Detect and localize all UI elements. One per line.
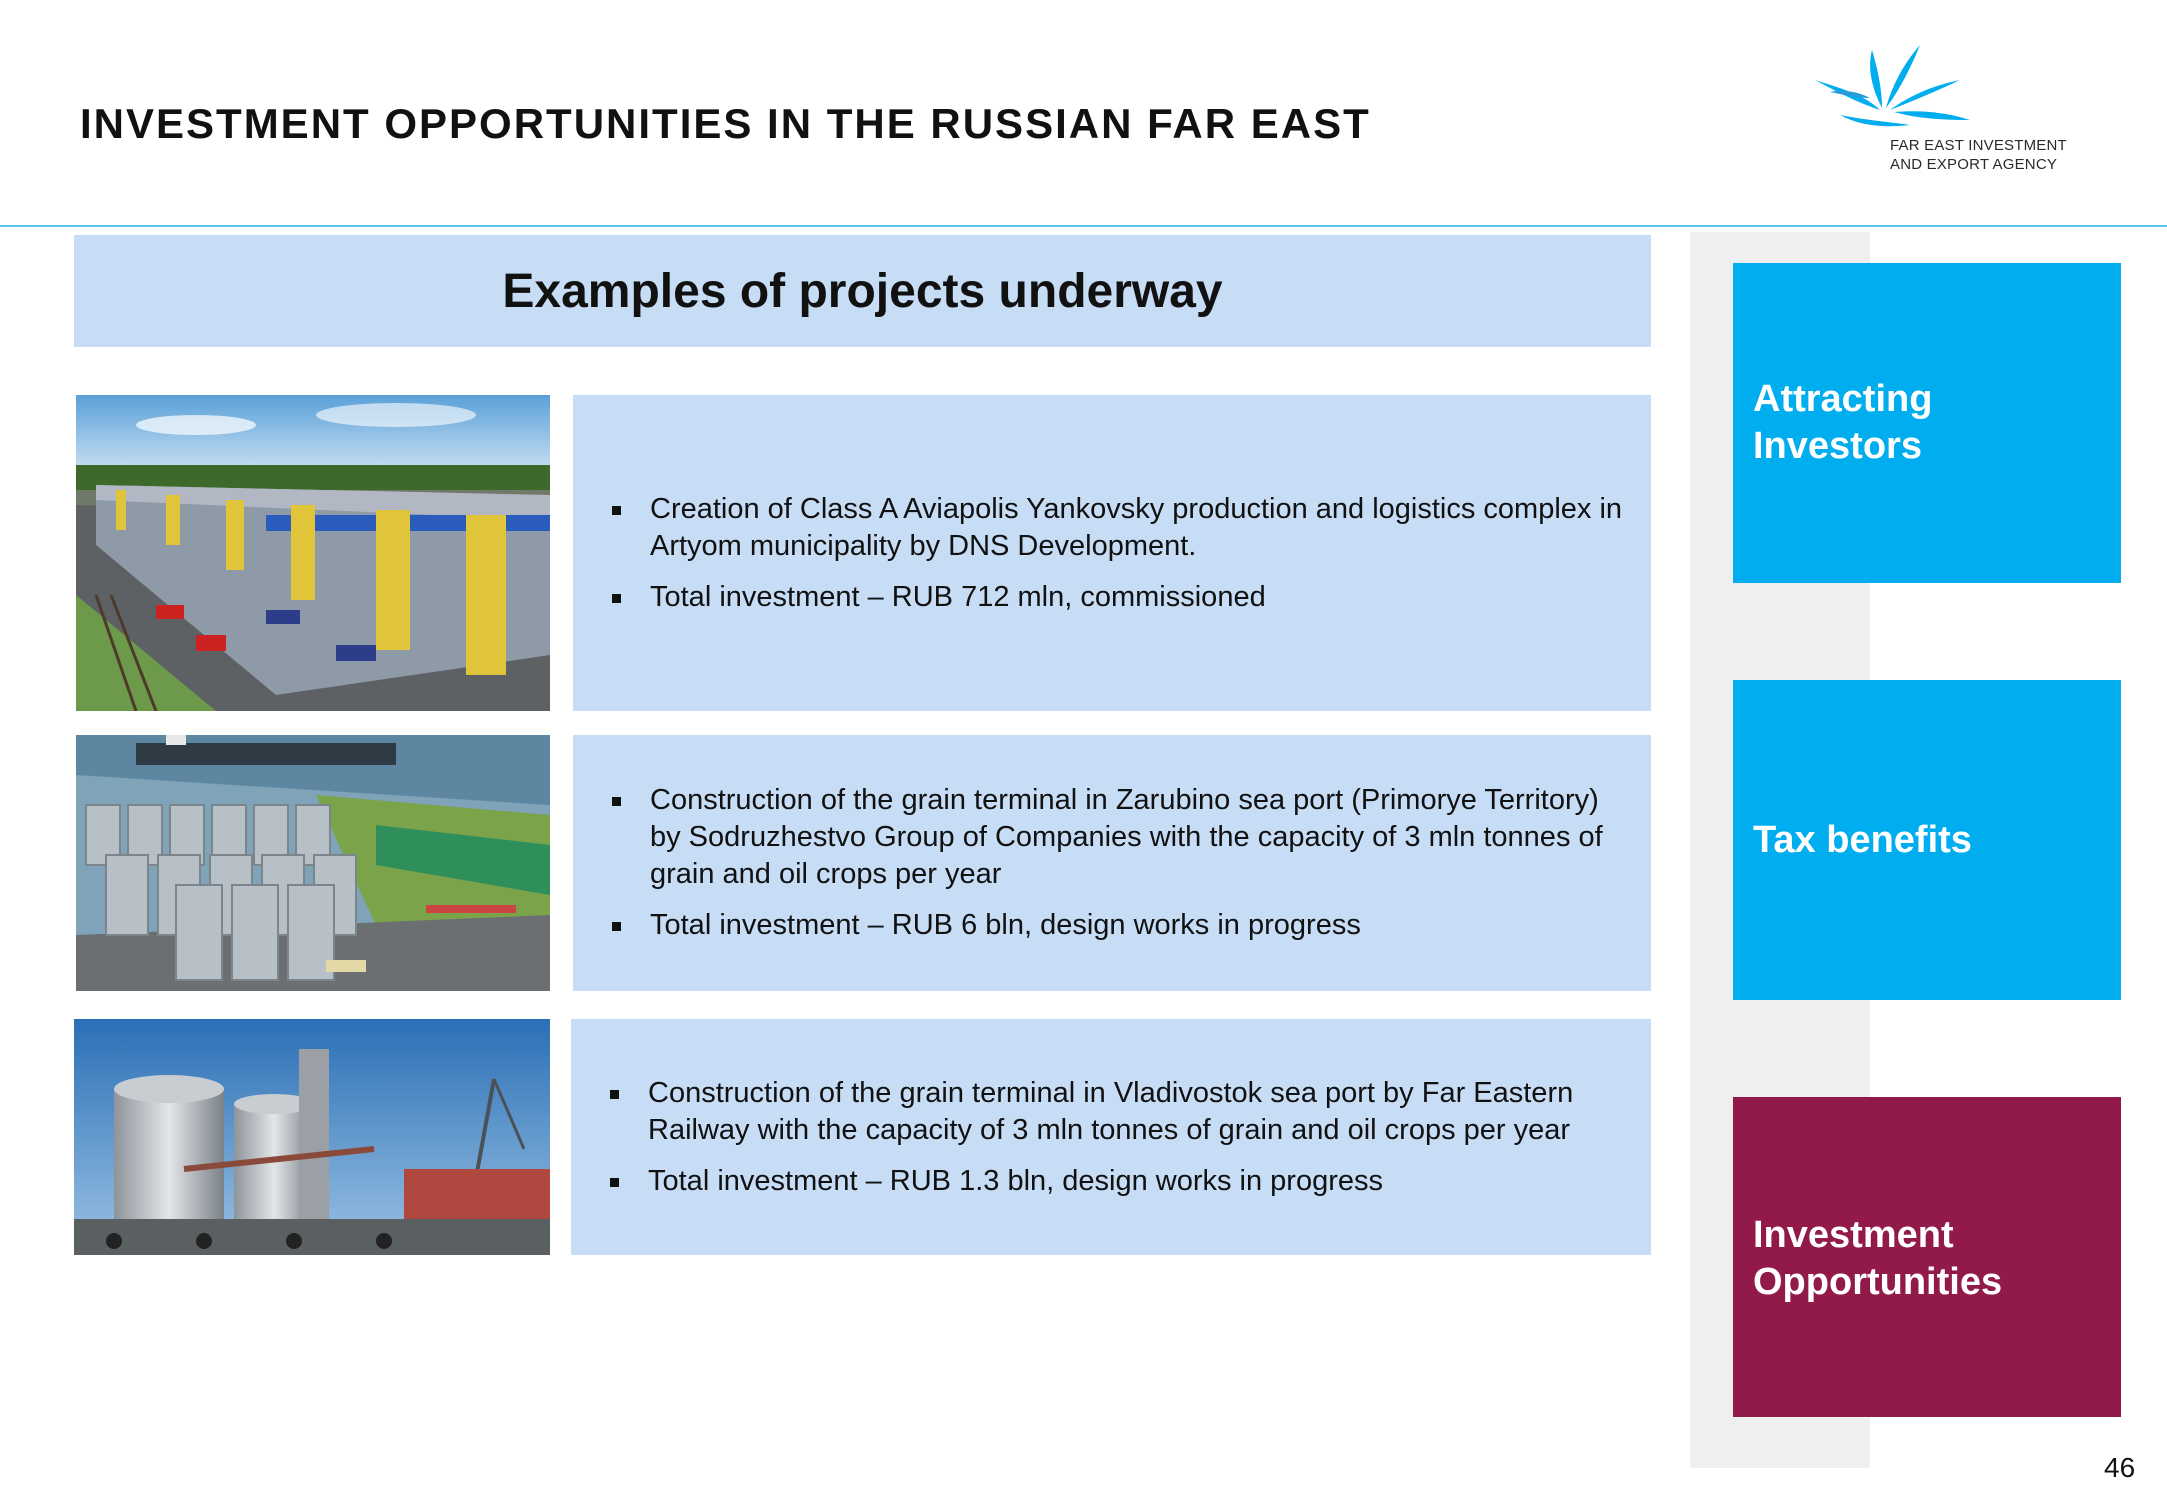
- nav-tax-benefits[interactable]: [1733, 680, 2121, 1000]
- agency-logo: [1810, 40, 2070, 180]
- project-description-2: [573, 735, 1651, 991]
- project-1-bullet: Total investment – RUB 712 mln, commissioned: [593, 579, 1631, 616]
- nav-label: Attracting Investors: [1753, 378, 1933, 467]
- project-description-1: [573, 395, 1651, 711]
- project-photo-logistics-complex: [76, 395, 550, 711]
- nav-investment-opportunities[interactable]: [1733, 1097, 2121, 1417]
- project-2-bullet: Total investment – RUB 6 bln, design works in progress: [593, 907, 1631, 944]
- project-3-bullet: Total investment – RUB 1.3 bln, design works in progress: [591, 1163, 1631, 1200]
- section-heading-banner: [74, 235, 1651, 347]
- lotus-icon: [1810, 40, 1990, 140]
- section-heading: Examples of projects underway: [502, 264, 1223, 318]
- nav-label: Investment Opportunities: [1753, 1214, 2003, 1303]
- project-1-bullet: Creation of Class A Aviapolis Yankovsky production and logistics complex in Artyom municipality by DNS Development.: [593, 491, 1631, 565]
- page-title: INVESTMENT OPPORTUNITIES IN THE RUSSIAN FAR EAST: [80, 100, 1371, 147]
- page-number: 46: [2104, 1452, 2136, 1483]
- project-3-bullet: Construction of the grain terminal in Vladivostok sea port by Far Eastern Railway with the capacity of 3 mln tonnes of grain and oil crops per year: [591, 1075, 1631, 1149]
- project-description-3: [571, 1019, 1651, 1255]
- project-photo-zarubino-terminal: [76, 735, 550, 991]
- project-photo-vladivostok-terminal: [74, 1019, 550, 1255]
- nav-label: Tax benefits: [1753, 818, 1972, 861]
- agency-name: FAR EAST INVESTMENT AND EXPORT AGENCY: [1890, 137, 2067, 173]
- header-divider: [0, 225, 2167, 227]
- nav-attracting-investors[interactable]: [1733, 263, 2121, 583]
- project-2-bullet: Construction of the grain terminal in Zarubino sea port (Primorye Territory) by Sodruzhestvo Group of Companies with the capacity of 3 mln tonnes of grain and oil crops per year: [593, 782, 1631, 893]
